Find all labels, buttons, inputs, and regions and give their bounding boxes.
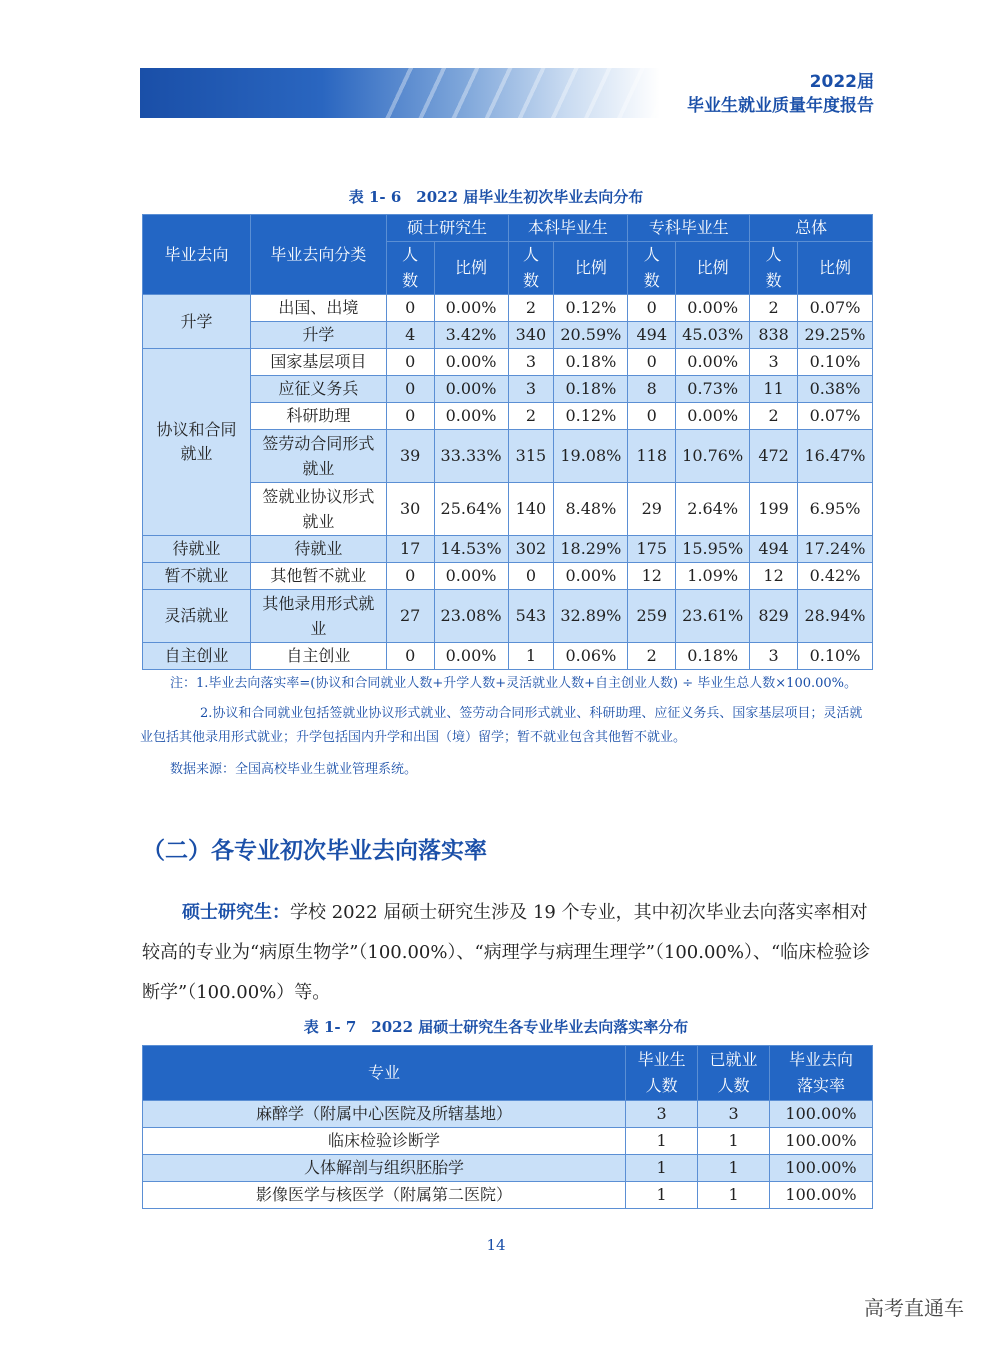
value-cell: 1 [508,643,554,670]
value-cell: 0.12% [554,403,628,430]
value-cell: 472 [750,430,798,483]
watermark: 高考直通车 [864,1296,964,1320]
value-cell: 3 [750,349,798,376]
category-cell: 出国、出境 [250,295,386,322]
value-cell: 118 [628,430,676,483]
table-row [143,483,873,536]
value-cell: 32.89% [554,590,628,643]
value-cell: 0.38% [798,376,873,403]
table-row [143,590,873,643]
value-cell: 12 [750,563,798,590]
employed-cell: 1 [698,1182,770,1209]
report-title: 毕业生就业质量年度报告 [687,96,874,116]
value-cell: 543 [508,590,554,643]
category-cell: 升学 [250,322,386,349]
value-cell: 2 [750,295,798,322]
header-employed: 已就业人数 [698,1046,770,1101]
header-count: 人数 [508,242,554,295]
destination-cell: 自主创业 [143,643,251,670]
table-row [143,430,873,483]
value-cell: 140 [508,483,554,536]
employed-cell: 1 [698,1155,770,1182]
table-row [143,295,873,322]
value-cell: 340 [508,322,554,349]
value-cell: 19.08% [554,430,628,483]
header-banner-stripes [380,68,670,118]
table-row [143,322,873,349]
destination-table [142,214,873,670]
value-cell: 0.00% [434,349,508,376]
category-cell: 待就业 [250,536,386,563]
header-group-overall: 总体 [750,215,873,242]
category-cell: 应征义务兵 [250,376,386,403]
value-cell: 28.94% [798,590,873,643]
employed-cell: 1 [698,1128,770,1155]
value-cell: 3 [508,349,554,376]
graduates-cell: 1 [626,1155,698,1182]
body-paragraph [142,893,877,1013]
value-cell: 17 [386,536,434,563]
value-cell: 14.53% [434,536,508,563]
value-cell: 3 [508,376,554,403]
major-cell: 临床检验诊断学 [143,1128,626,1155]
value-cell: 6.95% [798,483,873,536]
table7-title: 表 1- 7 2022 届硕士研究生各专业毕业去向落实率分布 [303,1018,689,1036]
value-cell: 29.25% [798,322,873,349]
value-cell: 16.47% [798,430,873,483]
destination-cell: 暂不就业 [143,563,251,590]
category-cell: 其他录用形式就业 [250,590,386,643]
value-cell: 3.42% [434,322,508,349]
value-cell: 0.00% [434,295,508,322]
value-cell: 0.00% [676,349,750,376]
value-cell: 30 [386,483,434,536]
destination-cell: 协议和合同就业 [143,349,251,536]
category-cell: 科研助理 [250,403,386,430]
value-cell: 18.29% [554,536,628,563]
value-cell: 8 [628,376,676,403]
value-cell: 0.00% [434,643,508,670]
value-cell: 29 [628,483,676,536]
value-cell: 23.08% [434,590,508,643]
header-ratio: 比例 [554,242,628,295]
table6-title: 表 1- 6 2022 届毕业生初次毕业去向分布 [348,188,644,206]
report-header [687,70,874,118]
value-cell: 1.09% [676,563,750,590]
value-cell: 27 [386,590,434,643]
header-group-bachelor: 本科毕业生 [508,215,628,242]
value-cell: 0 [386,563,434,590]
report-year: 2022届 [809,72,874,92]
header-major: 专业 [143,1046,626,1101]
value-cell: 39 [386,430,434,483]
value-cell: 0.73% [676,376,750,403]
table-row [143,1182,873,1209]
value-cell: 2.64% [676,483,750,536]
value-cell: 259 [628,590,676,643]
value-cell: 0 [628,295,676,322]
value-cell: 0.00% [434,376,508,403]
value-cell: 0.18% [676,643,750,670]
header-group-college: 专科毕业生 [628,215,750,242]
table-row [143,1155,873,1182]
value-cell: 0.00% [434,563,508,590]
table-row [143,643,873,670]
value-cell: 10.76% [676,430,750,483]
destination-cell: 待就业 [143,536,251,563]
value-cell: 315 [508,430,554,483]
note-2: 2.协议和合同就业包括签就业协议形式就业、签劳动合同形式就业、科研助理、应征义务兵、国家基层项目；灵活就业包括其他录用形式就业；升学包括国内升学和出国（境）留学；暂不就业包含其他暂不就业。 [140,706,863,745]
table-notes [140,672,875,782]
value-cell: 0 [386,643,434,670]
table-row [143,536,873,563]
value-cell: 0.06% [554,643,628,670]
major-cell: 影像医学与核医学（附属第二医院） [143,1182,626,1209]
rate-cell: 100.00% [770,1101,873,1128]
value-cell: 0.12% [554,295,628,322]
value-cell: 3 [750,643,798,670]
category-cell: 签劳动合同形式就业 [250,430,386,483]
section-heading: （二）各专业初次毕业去向落实率 [142,838,487,864]
paragraph-body: 学校 2022 届硕士研究生涉及 19 个专业，其中初次毕业去向落实率相对较高的专业为“病原生物学”（100.00%）、“病理学与病理生理学”（100.00%）、“临床检验诊断学”（100.00%）等。 [142,902,871,1003]
header-destination: 毕业去向 [143,215,251,295]
value-cell: 0.18% [554,349,628,376]
value-cell: 0.18% [554,376,628,403]
destination-cell: 灵活就业 [143,590,251,643]
value-cell: 0 [386,349,434,376]
header-graduates: 毕业生人数 [626,1046,698,1101]
value-cell: 33.33% [434,430,508,483]
value-cell: 20.59% [554,322,628,349]
value-cell: 0 [628,403,676,430]
value-cell: 2 [628,643,676,670]
value-cell: 25.64% [434,483,508,536]
category-cell: 其他暂不就业 [250,563,386,590]
destination-cell: 升学 [143,295,251,349]
value-cell: 23.61% [676,590,750,643]
data-source: 数据来源：全国高校毕业生就业管理系统。 [170,762,418,777]
major-rate-table [142,1045,873,1209]
value-cell: 11 [750,376,798,403]
value-cell: 494 [628,322,676,349]
header-ratio: 比例 [798,242,873,295]
value-cell: 0 [386,403,434,430]
table-row [143,563,873,590]
rate-cell: 100.00% [770,1155,873,1182]
graduates-cell: 1 [626,1182,698,1209]
value-cell: 15.95% [676,536,750,563]
header-rate: 毕业去向落实率 [770,1046,873,1101]
header-category: 毕业去向分类 [250,215,386,295]
value-cell: 0.07% [798,403,873,430]
category-cell: 国家基层项目 [250,349,386,376]
value-cell: 0 [508,563,554,590]
value-cell: 45.03% [676,322,750,349]
value-cell: 4 [386,322,434,349]
value-cell: 0.00% [554,563,628,590]
value-cell: 2 [750,403,798,430]
paragraph-lead: 硕士研究生： [182,902,290,923]
value-cell: 17.24% [798,536,873,563]
value-cell: 0.00% [434,403,508,430]
note-1: 注：1.毕业去向落实率=(协议和合同就业人数+升学人数+灵活就业人数+自主创业人数) ÷ 毕业生总人数×100.00%。 [170,676,858,691]
graduates-cell: 3 [626,1101,698,1128]
table-row [143,403,873,430]
header-ratio: 比例 [434,242,508,295]
table-row [143,349,873,376]
value-cell: 829 [750,590,798,643]
value-cell: 0.00% [676,403,750,430]
value-cell: 0.00% [676,295,750,322]
table-row [143,1101,873,1128]
graduates-cell: 1 [626,1128,698,1155]
major-cell: 麻醉学（附属中心医院及所辖基地） [143,1101,626,1128]
header-count: 人数 [628,242,676,295]
value-cell: 494 [750,536,798,563]
value-cell: 199 [750,483,798,536]
value-cell: 838 [750,322,798,349]
value-cell: 0 [386,376,434,403]
value-cell: 0.07% [798,295,873,322]
value-cell: 12 [628,563,676,590]
value-cell: 302 [508,536,554,563]
page-number: 14 [486,1236,506,1254]
table-row [143,1128,873,1155]
rate-cell: 100.00% [770,1182,873,1209]
category-cell: 签就业协议形式就业 [250,483,386,536]
value-cell: 2 [508,403,554,430]
value-cell: 0 [386,295,434,322]
category-cell: 自主创业 [250,643,386,670]
value-cell: 0.42% [798,563,873,590]
table-row [143,376,873,403]
value-cell: 8.48% [554,483,628,536]
major-cell: 人体解剖与组织胚胎学 [143,1155,626,1182]
employed-cell: 3 [698,1101,770,1128]
value-cell: 0.10% [798,643,873,670]
header-count: 人数 [750,242,798,295]
value-cell: 175 [628,536,676,563]
header-count: 人数 [386,242,434,295]
header-ratio: 比例 [676,242,750,295]
value-cell: 0 [628,349,676,376]
value-cell: 2 [508,295,554,322]
value-cell: 0.10% [798,349,873,376]
rate-cell: 100.00% [770,1128,873,1155]
header-group-master: 硕士研究生 [386,215,508,242]
